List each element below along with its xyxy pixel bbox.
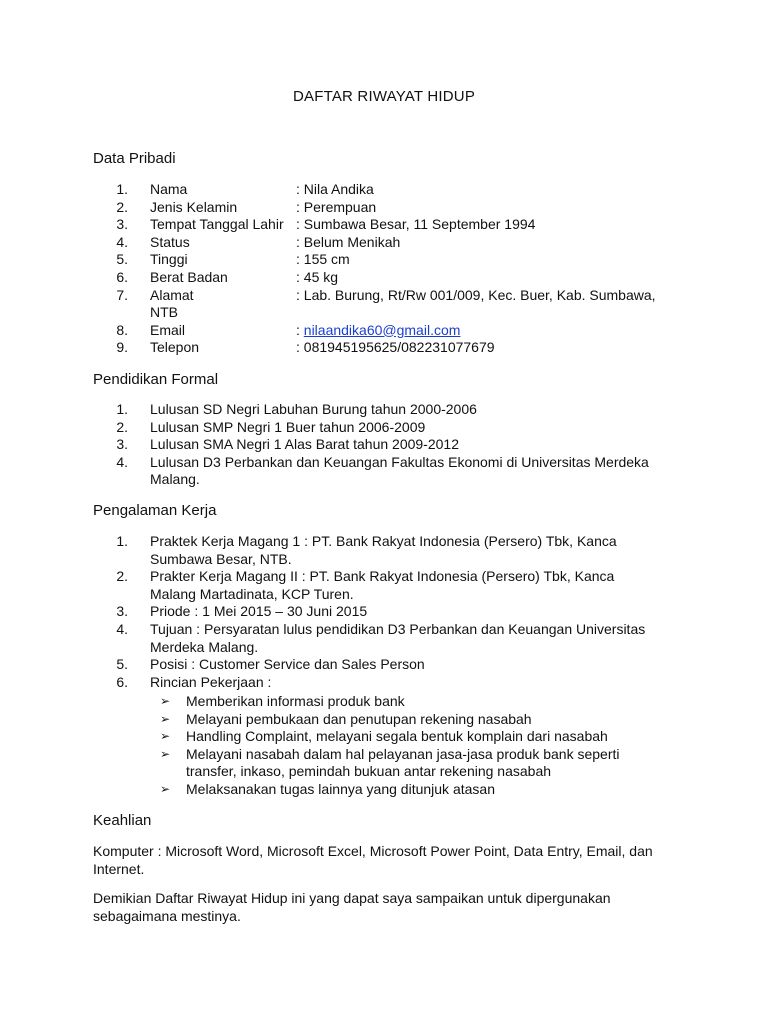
field-value: : Nila Andika: [296, 181, 374, 197]
list-item: [104, 287, 664, 322]
job-details-list: [160, 693, 640, 799]
list-number: 9.: [116, 339, 128, 356]
list-text: Prakter Kerja Magang II : PT. Bank Rakyat Indonesia (Persero) Tbk, Kanca Malang Martadinata, KCP Turen.: [150, 568, 615, 602]
bullet-item: [160, 746, 640, 781]
section-heading-keahlian: Keahlian: [93, 812, 152, 829]
field-label: Tempat Tanggal Lahir: [150, 216, 284, 233]
list-text: Priode : 1 Mei 2015 – 30 Juni 2015: [150, 603, 368, 620]
bullet-item: [160, 711, 640, 729]
list-number: 6.: [116, 268, 128, 285]
list-number: 3.: [116, 436, 128, 453]
list-number: 6.: [116, 673, 128, 690]
list-number: 4.: [116, 233, 128, 250]
list-item: [104, 269, 664, 287]
bullet-text: Handling Complaint, melayani segala bentuk komplain dari nasabah: [186, 728, 608, 745]
field-value: : Belum Menikah: [296, 233, 401, 250]
field-value-continuation: NTB: [150, 304, 178, 321]
arrow-bullet-icon: ➢: [160, 729, 171, 744]
field-label: Email: [150, 321, 186, 338]
document-title: DAFTAR RIWAYAT HIDUP: [292, 88, 476, 105]
field-label: Telepon: [150, 339, 200, 356]
field-label: Status: [150, 233, 190, 250]
list-text: Rincian Pekerjaan :: [150, 673, 272, 690]
field-value: : 081945195625/082231077679: [296, 339, 495, 356]
field-label: Nama: [150, 181, 188, 197]
list-item: [104, 533, 664, 568]
bullet-text: Melaksanakan tugas lainnya yang ditunjuk atasan: [186, 780, 495, 797]
list-number: 3.: [116, 216, 128, 233]
list-item: [104, 322, 664, 340]
field-value-prefix: :: [296, 321, 304, 338]
arrow-bullet-icon: ➢: [160, 746, 171, 761]
field-value: : Perempuan: [296, 198, 377, 215]
list-number: 2.: [116, 198, 128, 215]
field-label: Alamat: [150, 286, 194, 303]
list-item: [104, 656, 664, 674]
field-value: : Sumbawa Besar, 11 September 1994: [296, 216, 536, 233]
list-item: [104, 621, 664, 656]
field-value: : 45 kg: [296, 268, 339, 285]
list-text: Posisi : Customer Service dan Sales Person: [150, 656, 425, 673]
arrow-bullet-icon: ➢: [160, 781, 171, 796]
list-item: [104, 568, 664, 603]
list-number: 4.: [116, 453, 128, 470]
field-value: : Lab. Burung, Rt/Rw 001/009, Kec. Buer, Kab. Sumbawa,: [296, 286, 656, 303]
bullet-text: Memberikan informasi produk bank: [186, 693, 405, 709]
list-item: [104, 339, 664, 357]
list-item: [104, 251, 664, 269]
list-text: Lulusan SMP Negri 1 Buer tahun 2006-2009: [150, 418, 426, 435]
field-label: Berat Badan: [150, 268, 228, 285]
list-item: [104, 199, 664, 217]
list-number: 7.: [116, 286, 128, 303]
education-list: [104, 401, 664, 489]
arrow-bullet-icon: ➢: [160, 711, 171, 726]
field-value: : 155 cm: [296, 251, 350, 268]
list-number: 4.: [116, 620, 128, 637]
bullet-item: [160, 781, 640, 799]
bullet-item: [160, 693, 640, 711]
list-number: 5.: [116, 251, 128, 268]
list-item: [104, 454, 664, 489]
work-experience-list: [104, 533, 664, 691]
bullet-text: Melayani nasabah dalam hal pelayanan jasa-jasa produk bank seperti transfer, inkaso, pemindah bukuan antar rekening nasabah: [186, 745, 620, 780]
bullet-item: [160, 728, 640, 746]
list-number: 1.: [116, 401, 128, 417]
personal-data-list: [104, 181, 664, 357]
section-heading-data-pribadi: Data Pribadi: [93, 150, 176, 167]
list-number: 2.: [116, 568, 128, 585]
list-item: [104, 234, 664, 252]
list-text: Tujuan : Persyaratan lulus pendidikan D3 Perbankan dan Keuangan Universitas Merdeka Malang.: [150, 620, 646, 655]
list-item: [104, 216, 664, 234]
list-item: [104, 401, 664, 419]
section-heading-pengalaman: Pengalaman Kerja: [93, 502, 217, 519]
list-item: [104, 181, 664, 199]
list-text: Lulusan D3 Perbankan dan Keuangan Fakultas Ekonomi di Universitas Merdeka Malang.: [150, 453, 649, 488]
arrow-bullet-icon: ➢: [160, 694, 171, 708]
email-link[interactable]: nilaandika60@gmail.com: [303, 321, 461, 338]
section-heading-pendidikan: Pendidikan Formal: [93, 371, 219, 388]
list-item: [104, 419, 664, 437]
field-label: Tinggi: [150, 251, 188, 268]
bullet-text: Melayani pembukaan dan penutupan rekening nasabah: [186, 710, 532, 727]
list-number: 8.: [116, 321, 128, 338]
list-number: 2.: [116, 418, 128, 435]
field-label: Jenis Kelamin: [150, 198, 238, 215]
list-number: 1.: [116, 533, 128, 549]
list-text: Lulusan SD Negri Labuhan Burung tahun 2000-2006: [150, 401, 477, 417]
skills-paragraph: Komputer : Microsoft Word, Microsoft Excel, Microsoft Power Point, Data Entry, Email, dan Internet.: [93, 843, 653, 877]
closing-paragraph: Demikian Daftar Riwayat Hidup ini yang dapat saya sampaikan untuk dipergunakan sebagaimana mestinya.: [93, 890, 611, 924]
list-number: 5.: [116, 656, 128, 673]
list-item: [104, 674, 664, 692]
list-text: Praktek Kerja Magang 1 : PT. Bank Rakyat Indonesia (Persero) Tbk, Kanca Sumbawa Besar, NTB.: [150, 533, 617, 567]
list-text: Lulusan SMA Negri 1 Alas Barat tahun 2009-2012: [150, 436, 459, 453]
list-item: [104, 603, 664, 621]
list-item: [104, 436, 664, 454]
list-number: 3.: [116, 603, 128, 620]
list-number: 1.: [116, 181, 128, 197]
